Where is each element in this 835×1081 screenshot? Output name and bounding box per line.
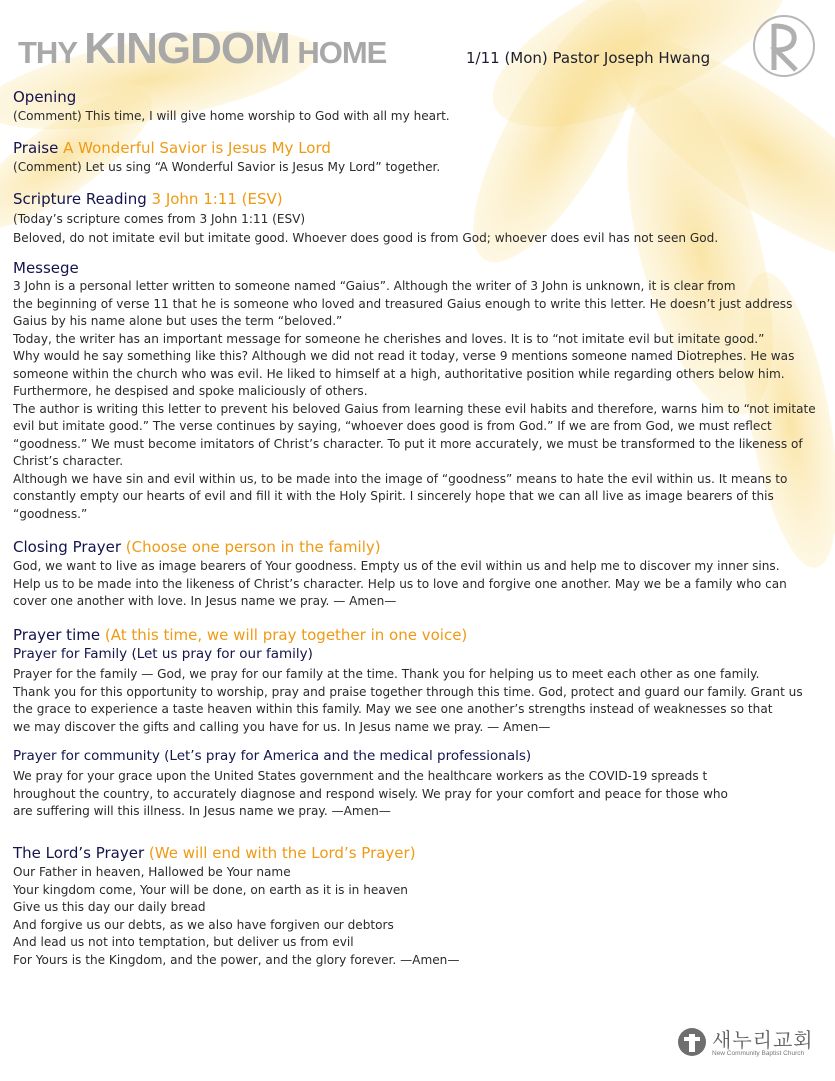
message-line: Why would he say something like this? Although we did not read it today, verse 9 mentions someone named Diotrephes. He was xyxy=(13,349,795,363)
title-home: HOME xyxy=(289,35,387,70)
prayer-time-heading xyxy=(13,626,467,644)
scripture-intro: (Today’s scripture comes from 3 John 1:11 (ESV) xyxy=(13,212,306,226)
praise-song-title: A Wonderful Savior is Jesus My Lord xyxy=(63,139,331,157)
closing-prayer-line: cover one another with love. In Jesus name we pray. — Amen— xyxy=(13,594,397,608)
closing-prayer-line: Help us to be made into the likeness of Christ’s character. Help us to love and forgive one another. May we be a family who can xyxy=(13,576,787,591)
message-line: “goodness.” We must become imitators of Christ’s character. To put it more accurately, we must be transformed to the likeness of xyxy=(13,436,803,451)
lords-prayer-label: The Lord’s Prayer xyxy=(13,844,149,862)
message-line: the beginning of verse 11 that he is someone who loved and treasured Gaius enough to write this letter. He doesn’t just address xyxy=(13,296,793,311)
closing-prayer-line: God, we want to live as image bearers of Your goodness. Empty us of the evil within us and help me to discover my inner sins. xyxy=(13,559,780,573)
family-prayer-body xyxy=(13,666,828,736)
scripture-heading xyxy=(13,190,283,208)
community-prayer-line: hroughout the country, to accurately diagnose and respond wisely. We pray for your comfort and peace for those who xyxy=(13,786,728,801)
closing-prayer-body xyxy=(13,558,828,611)
message-line: Today, the writer has an important message for someone he cherishes and loves. It is to “not imitate evil but imitate good.” xyxy=(13,331,765,346)
praise-comment: (Comment) Let us sing “A Wonderful Savior is Jesus My Lord” together. xyxy=(13,160,441,174)
page-title xyxy=(18,24,386,74)
lords-prayer-line: For Yours is the Kingdom, and the power, and the glory forever. —Amen— xyxy=(13,952,460,967)
message-line: Although we have sin and evil within us, to be made into the image of “goodness” means to hate the evil within us. It means to xyxy=(13,471,788,486)
lords-prayer-line: Your kingdom come, Your will be done, on earth as it is in heaven xyxy=(13,882,408,897)
community-prayer-line: are suffering will this illness. In Jesus name we pray. —Amen— xyxy=(13,804,391,818)
lords-prayer-note: (We will end with the Lord’s Prayer) xyxy=(148,844,416,862)
prayer-time-note: (At this time, we will pray together in one voice) xyxy=(104,626,468,644)
family-prayer-heading: Prayer for Family (Let us pray for our family) xyxy=(13,646,313,662)
message-line: Christ’s character. xyxy=(13,454,124,468)
message-line: someone within the church who was evil. He liked to himself at a high, authoritative position while regarding others below him. xyxy=(13,366,785,381)
message-line: The author is writing this letter to prevent his beloved Gaius from learning these evil habits and therefore, warns him to “not imitate xyxy=(13,401,816,416)
title-kingdom: KINGDOM xyxy=(84,24,290,73)
lords-prayer-line: Give us this day our daily bread xyxy=(13,900,206,914)
church-name-korean: 새누리교회 xyxy=(712,1028,814,1052)
message-line: Furthermore, he despised and spoke maliciously of others. xyxy=(13,384,368,398)
message-line: evil but imitate good.” The verse continues by saying, “whoever does good is from God.” If we are from God, we must reflect xyxy=(13,419,772,433)
lords-prayer-line: Our Father in heaven, Hallowed be Your name xyxy=(13,865,291,879)
church-name-english: New Community Baptist Church xyxy=(712,1050,805,1057)
message-body xyxy=(13,278,828,523)
closing-prayer-note: (Choose one person in the family) xyxy=(125,538,381,556)
scripture-label: Scripture Reading xyxy=(13,190,152,208)
family-prayer-line: we may discover the gifts and calling you have for us. In Jesus name we pray. — Amen— xyxy=(13,719,551,734)
opening-comment: (Comment) This time, I will give home worship to God with all my heart. xyxy=(13,109,450,123)
church-logo-icon xyxy=(748,8,820,86)
prayer-time-label: Prayer time xyxy=(13,626,105,644)
message-line: 3 John is a personal letter written to someone named “Gaius”. Although the writer of 3 John is unknown, it is clear from xyxy=(13,279,736,293)
family-prayer-line: Prayer for the family — God, we pray for our family at the time. Thank you for helping us to meet each other as one family. xyxy=(13,667,760,681)
scripture-reference: 3 John 1:11 (ESV) xyxy=(151,190,283,208)
message-line: “goodness.” xyxy=(13,506,88,521)
lords-prayer-body xyxy=(13,864,828,969)
praise-label: Praise xyxy=(13,139,64,157)
date-pastor-subtitle: 1/11 (Mon) Pastor Joseph Hwang xyxy=(466,49,711,67)
scripture-verse: Beloved, do not imitate evil but imitate good. Whoever does good is from God; whoever does evil has not seen God. xyxy=(13,231,719,245)
lords-prayer-heading xyxy=(13,844,416,862)
closing-prayer-heading xyxy=(13,538,381,556)
title-thy: THY xyxy=(18,35,85,70)
closing-prayer-label: Closing Prayer xyxy=(13,538,126,556)
message-heading: Messege xyxy=(13,259,79,277)
family-prayer-line: the grace to experience a taste heaven within this family. May we see one another’s strengths instead of weaknesses so that xyxy=(13,702,773,716)
community-prayer-body xyxy=(13,768,828,821)
opening-heading: Opening xyxy=(13,88,77,106)
church-footer-logo xyxy=(676,1024,826,1064)
community-prayer-line: We pray for your grace upon the United States government and the healthcare workers as the COVID-19 spreads t xyxy=(13,769,708,783)
message-line: Gaius by his name alone but uses the term “beloved.” xyxy=(13,314,343,328)
community-prayer-heading: Prayer for community (Let’s pray for America and the medical professionals) xyxy=(13,748,532,764)
lords-prayer-line: And forgive us our debts, as we also have forgiven our debtors xyxy=(13,917,394,932)
praise-heading xyxy=(13,139,331,157)
lords-prayer-line: And lead us not into temptation, but deliver us from evil xyxy=(13,935,354,949)
church-emblem-icon xyxy=(676,1026,708,1058)
family-prayer-line: Thank you for this opportunity to worship, pray and praise together through this time. God, protect and guard our family. Grant us xyxy=(13,684,803,699)
message-line: constantly empty our hearts of evil and fill it with the Holy Spirit. I sincerely hope that we can all live as image bearers of this xyxy=(13,489,774,503)
